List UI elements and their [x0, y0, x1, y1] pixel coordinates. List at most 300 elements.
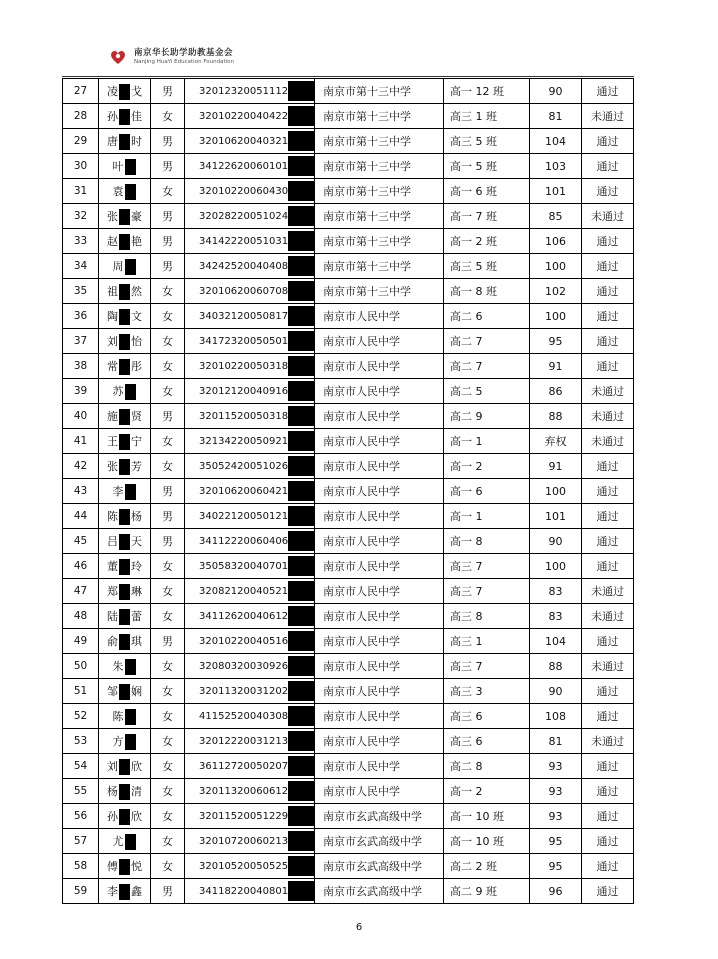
row-number: 39 [63, 379, 99, 404]
class-name: 高三 3 [444, 679, 530, 704]
name-first-char: 祖 [107, 284, 118, 298]
row-number: 41 [63, 429, 99, 454]
gender: 女 [151, 279, 185, 304]
class-name: 高二 6 [444, 304, 530, 329]
table-row [63, 554, 634, 579]
id-visible-digits: 36112720050207 [199, 761, 289, 772]
gender: 女 [151, 829, 185, 854]
name-redaction [125, 184, 136, 200]
gender: 女 [151, 579, 185, 604]
name-first-char: 陶 [107, 309, 118, 323]
name-last-char: 然 [131, 284, 142, 298]
gender: 男 [151, 529, 185, 554]
name-redaction [119, 309, 130, 325]
id-redaction [288, 281, 314, 301]
name-redaction [119, 559, 130, 575]
score: 90 [530, 529, 582, 554]
row-number: 28 [63, 104, 99, 129]
gender: 男 [151, 154, 185, 179]
name-last-char: 戈 [131, 84, 142, 98]
school-name: 南京市第十三中学 [315, 279, 444, 304]
name-first-char: 陈 [107, 509, 118, 523]
result-status: 通过 [582, 229, 634, 254]
class-name: 高一 6 班 [444, 179, 530, 204]
name-first-char: 刘 [107, 759, 118, 773]
row-number: 42 [63, 454, 99, 479]
gender: 男 [151, 629, 185, 654]
name-first-char: 方 [112, 734, 124, 748]
name-redaction [119, 859, 130, 875]
score: 100 [530, 254, 582, 279]
score: 91 [530, 354, 582, 379]
result-status: 未通过 [582, 579, 634, 604]
id-redaction [288, 406, 314, 426]
result-status: 通过 [582, 529, 634, 554]
school-name: 南京市人民中学 [315, 504, 444, 529]
id-visible-digits: 34032120050817 [199, 311, 289, 322]
table-row [63, 779, 634, 804]
name-redaction [119, 84, 130, 100]
result-status: 通过 [582, 779, 634, 804]
student-name [99, 729, 151, 754]
id-redaction [288, 881, 314, 901]
gender: 男 [151, 879, 185, 904]
id-visible-digits: 32012220031213 [199, 736, 289, 747]
class-name: 高三 1 班 [444, 104, 530, 129]
gender: 女 [151, 704, 185, 729]
name-redaction [119, 109, 130, 125]
score: 95 [530, 829, 582, 854]
id-visible-digits: 32010220040516 [199, 636, 289, 647]
class-name: 高一 2 [444, 779, 530, 804]
id-number [185, 779, 315, 804]
id-redaction [288, 431, 314, 451]
school-name: 南京市玄武高级中学 [315, 804, 444, 829]
id-redaction [288, 306, 314, 326]
score: 86 [530, 379, 582, 404]
name-redaction [119, 284, 130, 300]
name-first-char: 陈 [112, 709, 124, 723]
table-row [63, 204, 634, 229]
name-last-char: 文 [131, 309, 142, 323]
student-name [99, 104, 151, 129]
table-row [63, 329, 634, 354]
student-name [99, 604, 151, 629]
id-number [185, 154, 315, 179]
score: 81 [530, 104, 582, 129]
table-row [63, 729, 634, 754]
score: 88 [530, 404, 582, 429]
result-status: 通过 [582, 479, 634, 504]
gender: 女 [151, 654, 185, 679]
result-status: 通过 [582, 454, 634, 479]
id-visible-digits: 34242520040408 [199, 261, 289, 272]
student-name [99, 779, 151, 804]
score: 101 [530, 504, 582, 529]
table-row [63, 829, 634, 854]
student-name [99, 654, 151, 679]
name-last-char: 时 [131, 134, 142, 148]
foundation-name-cn: 南京华长助学助教基金会 [134, 48, 234, 58]
gender: 女 [151, 604, 185, 629]
result-status: 通过 [582, 504, 634, 529]
id-redaction [288, 606, 314, 626]
class-name: 高三 8 [444, 604, 530, 629]
gender: 女 [151, 854, 185, 879]
id-visible-digits: 34142220051031 [199, 236, 289, 247]
results-table [62, 78, 634, 904]
result-status: 通过 [582, 554, 634, 579]
name-first-char: 王 [107, 434, 118, 448]
table-row [63, 229, 634, 254]
class-name: 高一 8 班 [444, 279, 530, 304]
name-redaction [119, 684, 130, 700]
student-name [99, 204, 151, 229]
student-name [99, 254, 151, 279]
school-name: 南京市第十三中学 [315, 179, 444, 204]
id-number [185, 854, 315, 879]
student-name [99, 429, 151, 454]
id-visible-digits: 34122620060101 [199, 161, 289, 172]
result-status: 通过 [582, 279, 634, 304]
name-first-char: 朱 [112, 659, 124, 673]
school-name: 南京市人民中学 [315, 454, 444, 479]
student-name [99, 229, 151, 254]
school-name: 南京市人民中学 [315, 754, 444, 779]
id-visible-digits: 34118220040801 [199, 886, 289, 897]
id-visible-digits: 41152520040308 [199, 711, 289, 722]
id-redaction [288, 781, 314, 801]
table-row [63, 279, 634, 304]
name-last-char: 悦 [131, 859, 142, 873]
name-first-char: 张 [107, 459, 118, 473]
score: 91 [530, 454, 582, 479]
gender: 女 [151, 429, 185, 454]
school-name: 南京市玄武高级中学 [315, 879, 444, 904]
gender: 女 [151, 679, 185, 704]
id-number [185, 354, 315, 379]
name-last-char: 彤 [131, 359, 142, 373]
id-redaction [288, 256, 314, 276]
id-redaction [288, 731, 314, 751]
result-status: 通过 [582, 704, 634, 729]
result-status: 未通过 [582, 379, 634, 404]
school-name: 南京市人民中学 [315, 304, 444, 329]
student-name [99, 579, 151, 604]
id-visible-digits: 32010620060421 [199, 486, 289, 497]
foundation-name-en: Nanjing HuaYi Education Foundation [134, 58, 235, 65]
result-status: 通过 [582, 829, 634, 854]
row-number: 53 [63, 729, 99, 754]
score: 93 [530, 804, 582, 829]
id-visible-digits: 32082120040521 [199, 586, 289, 597]
gender: 女 [151, 454, 185, 479]
result-status: 通过 [582, 179, 634, 204]
name-redaction [119, 234, 130, 250]
gender: 女 [151, 804, 185, 829]
name-first-char: 邹 [107, 684, 118, 698]
id-visible-digits: 32011520050318 [199, 411, 289, 422]
school-name: 南京市第十三中学 [315, 154, 444, 179]
school-name: 南京市人民中学 [315, 604, 444, 629]
school-name: 南京市第十三中学 [315, 254, 444, 279]
row-number: 50 [63, 654, 99, 679]
result-status: 通过 [582, 154, 634, 179]
row-number: 57 [63, 829, 99, 854]
school-name: 南京市人民中学 [315, 429, 444, 454]
name-last-char: 欣 [131, 759, 142, 773]
row-number: 59 [63, 879, 99, 904]
table-row [63, 504, 634, 529]
table-row [63, 454, 634, 479]
student-name [99, 854, 151, 879]
id-visible-digits: 32011320060612 [199, 786, 289, 797]
row-number: 56 [63, 804, 99, 829]
result-status: 通过 [582, 304, 634, 329]
name-last-char: 玲 [131, 559, 142, 573]
name-last-char: 豪 [131, 209, 142, 223]
result-status: 通过 [582, 804, 634, 829]
table-row [63, 604, 634, 629]
id-visible-digits: 34112220060406 [199, 536, 289, 547]
student-name [99, 679, 151, 704]
name-redaction [119, 759, 130, 775]
name-first-char: 孙 [107, 109, 118, 123]
gender: 男 [151, 254, 185, 279]
class-name: 高一 8 [444, 529, 530, 554]
id-number [185, 804, 315, 829]
row-number: 48 [63, 604, 99, 629]
class-name: 高三 6 [444, 704, 530, 729]
table-row [63, 404, 634, 429]
class-name: 高一 10 班 [444, 829, 530, 854]
id-visible-digits: 34172320050501 [199, 336, 289, 347]
id-redaction [288, 806, 314, 826]
name-redaction [119, 459, 130, 475]
gender: 女 [151, 754, 185, 779]
table-row [63, 354, 634, 379]
id-visible-digits: 32010220040422 [199, 111, 289, 122]
result-status: 未通过 [582, 429, 634, 454]
row-number: 46 [63, 554, 99, 579]
id-number [185, 279, 315, 304]
table-row [63, 154, 634, 179]
school-name: 南京市人民中学 [315, 579, 444, 604]
name-first-char: 俞 [107, 634, 118, 648]
student-name [99, 554, 151, 579]
name-redaction [119, 634, 130, 650]
student-name [99, 129, 151, 154]
id-redaction [288, 531, 314, 551]
name-redaction [119, 509, 130, 525]
class-name: 高二 7 [444, 354, 530, 379]
student-name [99, 454, 151, 479]
name-redaction [119, 534, 130, 550]
score: 81 [530, 729, 582, 754]
id-number [185, 429, 315, 454]
school-name: 南京市第十三中学 [315, 129, 444, 154]
name-redaction [119, 784, 130, 800]
school-name: 南京市人民中学 [315, 704, 444, 729]
score: 106 [530, 229, 582, 254]
id-redaction [288, 556, 314, 576]
class-name: 高二 9 班 [444, 879, 530, 904]
name-redaction [125, 159, 136, 175]
score: 83 [530, 579, 582, 604]
gender: 男 [151, 204, 185, 229]
table-row [63, 179, 634, 204]
name-redaction [119, 359, 130, 375]
id-number [185, 879, 315, 904]
name-first-char: 苏 [112, 384, 124, 398]
row-number: 29 [63, 129, 99, 154]
id-redaction [288, 506, 314, 526]
name-redaction [119, 809, 130, 825]
row-number: 52 [63, 704, 99, 729]
id-redaction [288, 331, 314, 351]
school-name: 南京市人民中学 [315, 354, 444, 379]
id-number [185, 404, 315, 429]
school-name: 南京市人民中学 [315, 379, 444, 404]
school-name: 南京市人民中学 [315, 329, 444, 354]
score: 95 [530, 854, 582, 879]
id-number [185, 454, 315, 479]
id-redaction [288, 231, 314, 251]
id-redaction [288, 356, 314, 376]
name-first-char: 傅 [107, 859, 118, 873]
name-first-char: 郑 [107, 584, 118, 598]
student-name [99, 829, 151, 854]
id-redaction [288, 131, 314, 151]
table-row [63, 304, 634, 329]
score: 83 [530, 604, 582, 629]
class-name: 高三 1 [444, 629, 530, 654]
id-number [185, 754, 315, 779]
result-status: 通过 [582, 129, 634, 154]
row-number: 27 [63, 79, 99, 104]
student-name [99, 79, 151, 104]
name-last-char: 佳 [131, 109, 142, 123]
school-name: 南京市玄武高级中学 [315, 854, 444, 879]
name-redaction [125, 709, 136, 725]
table-row [63, 654, 634, 679]
score: 弃权 [530, 429, 582, 454]
name-first-char: 凌 [107, 84, 118, 98]
id-visible-digits: 32010220060430 [199, 186, 289, 197]
row-number: 47 [63, 579, 99, 604]
row-number: 31 [63, 179, 99, 204]
result-status: 未通过 [582, 404, 634, 429]
student-name [99, 754, 151, 779]
id-visible-digits: 32012120040916 [199, 386, 289, 397]
gender: 女 [151, 329, 185, 354]
result-status: 未通过 [582, 104, 634, 129]
row-number: 35 [63, 279, 99, 304]
id-redaction [288, 581, 314, 601]
school-name: 南京市人民中学 [315, 529, 444, 554]
student-name [99, 704, 151, 729]
id-number [185, 304, 315, 329]
score: 101 [530, 179, 582, 204]
name-redaction [125, 259, 136, 275]
name-last-char: 宁 [131, 434, 142, 448]
school-name: 南京市人民中学 [315, 679, 444, 704]
class-name: 高三 7 [444, 654, 530, 679]
score: 96 [530, 879, 582, 904]
name-first-char: 唐 [107, 134, 118, 148]
name-first-char: 叶 [112, 159, 124, 173]
result-status: 通过 [582, 754, 634, 779]
id-number [185, 204, 315, 229]
id-visible-digits: 34112620040612 [199, 611, 289, 622]
result-status: 通过 [582, 629, 634, 654]
class-name: 高二 2 班 [444, 854, 530, 879]
class-name: 高二 7 [444, 329, 530, 354]
row-number: 30 [63, 154, 99, 179]
name-redaction [119, 609, 130, 625]
class-name: 高三 6 [444, 729, 530, 754]
gender: 男 [151, 504, 185, 529]
id-number [185, 654, 315, 679]
name-redaction [125, 834, 136, 850]
row-number: 51 [63, 679, 99, 704]
school-name: 南京市人民中学 [315, 629, 444, 654]
table-row [63, 129, 634, 154]
class-name: 高二 8 [444, 754, 530, 779]
name-first-char: 尤 [112, 834, 124, 848]
student-name [99, 479, 151, 504]
gender: 男 [151, 129, 185, 154]
row-number: 36 [63, 304, 99, 329]
class-name: 高一 2 [444, 454, 530, 479]
name-redaction [125, 484, 136, 500]
name-last-char: 欣 [131, 809, 142, 823]
id-number [185, 554, 315, 579]
table-row [63, 754, 634, 779]
score: 100 [530, 304, 582, 329]
name-redaction [125, 734, 136, 750]
id-number [185, 529, 315, 554]
name-first-char: 李 [112, 484, 124, 498]
name-last-char: 贤 [131, 409, 142, 423]
name-first-char: 周 [112, 259, 124, 273]
result-status: 未通过 [582, 604, 634, 629]
score: 104 [530, 629, 582, 654]
row-number: 33 [63, 229, 99, 254]
page-header [108, 46, 234, 68]
class-name: 高三 7 [444, 554, 530, 579]
school-name: 南京市第十三中学 [315, 204, 444, 229]
student-name [99, 354, 151, 379]
id-redaction [288, 481, 314, 501]
id-visible-digits: 32010620040321 [199, 136, 289, 147]
table-row [63, 529, 634, 554]
row-number: 32 [63, 204, 99, 229]
id-number [185, 379, 315, 404]
name-redaction [119, 409, 130, 425]
id-visible-digits: 32010620060708 [199, 286, 289, 297]
name-last-char: 清 [131, 784, 142, 798]
gender: 女 [151, 304, 185, 329]
class-name: 高一 5 班 [444, 154, 530, 179]
school-name: 南京市第十三中学 [315, 79, 444, 104]
name-last-char: 怡 [131, 334, 142, 348]
result-status: 通过 [582, 679, 634, 704]
id-number [185, 729, 315, 754]
name-first-char: 陆 [107, 609, 118, 623]
id-visible-digits: 35052420051026 [199, 461, 289, 472]
table-row [63, 704, 634, 729]
